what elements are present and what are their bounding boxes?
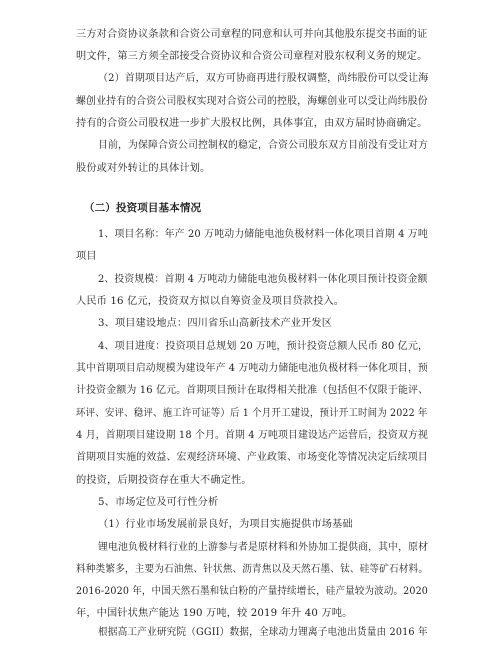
paragraph-line: 环评、安评、稳评、施工许可证等）后 1 个月开工建设，预计开工时间为 2022 年 — [76, 408, 428, 419]
paragraph-line: 首期项目实施的效益、宏观经济环境、产业政策、市场变化等情况决定后续项目 — [76, 452, 428, 463]
paragraph-line: 股份或对外转让的具体计划。 — [76, 163, 211, 174]
paragraph-line: 年，中国针状焦产能达 190 万吨，较 2019 年升 40 万吨。 — [76, 608, 353, 619]
paragraph-line: 4 月，首期项目建设期 18 个月。首期 4 万吨项目建设达产运营后，投资双方视 — [76, 430, 428, 441]
paragraph-line: 5、市场定位及可行性分析 — [98, 497, 219, 508]
paragraph-line: 2016-2020 年，中国天然石墨和钛白粉的产量持续增长，硅产量较为波动。2020 — [76, 586, 429, 597]
paragraph-line: 根据高工产业研究院（GGII）数据，全球动力锂离子电池出货量由 2016 年 — [98, 627, 428, 638]
paragraph-line: 三方对合资协议条款和合资公司章程的同意和认可并向其他股东提交书面的证 — [76, 29, 428, 40]
paragraph-line: 2、投资规模：首期 4 万吨动力储能电池负极材料一体化项目预计投资金额 — [98, 274, 428, 285]
paragraph-line: （2）首期项目达产后，双方可协商再进行股权调整，尚纬股份可以受让海 — [98, 73, 429, 84]
paragraph-line: 目前，为保障合资公司控制权的稳定，合资公司股东双方目前没有受让对方 — [98, 140, 429, 151]
paragraph-line: 明文件，第三方须全部接受合资协议和合资公司章程对股东权利义务的规定。 — [76, 51, 428, 62]
paragraph-line: 项目 — [76, 251, 97, 262]
paragraph-line: 3、项目建设地点：四川省乐山高新技术产业开发区 — [98, 318, 333, 329]
paragraph-line: 1、项目名称：年产 20 万吨动力储能电池负极材料一体化项目首期 4 万吨 — [98, 229, 428, 240]
paragraph-line: 的投资，后期投资存在重大不确定性。 — [76, 475, 252, 486]
paragraph-line: 其中首期项目启动规模为建设年产 4 万吨动力储能电池负极材料一体化项目，预 — [76, 363, 428, 374]
section-heading: （二）投资项目基本情况 — [84, 202, 202, 214]
paragraph-line: 4、项目进度：投资项目总规划 20 万吨，预计投资总额人民币 80 亿元， — [98, 341, 429, 352]
paragraph-line: 人民币 16 亿元，投资双方拟以自筹资金及项目贷款投入。 — [76, 296, 345, 307]
paragraph-line: 料种类繁多，主要为石油焦、针状焦、沥青焦以及天然石墨、钛、硅等矿石材料。 — [76, 564, 429, 575]
paragraph-line: （1）行业市场发展前景良好，为项目实施提供市场基础 — [98, 519, 353, 530]
paragraph-line: 锂电池负极材料行业的上游参与者是原材料和外协加工提供商，其中，原材 — [98, 542, 429, 553]
paragraph-line: 持有的合资公司股权进一步扩大股权比例，具体事宜，由双方届时协商确定。 — [76, 118, 428, 129]
paragraph-line: 螺创业持有的合资公司股权实现对合资公司的控股，海螺创业可以受让尚纬股份 — [76, 96, 428, 107]
paragraph-line: 计投资金额为 16 亿元。首期项目预计在取得相关批准（包括但不仅限于能评、 — [76, 385, 429, 396]
